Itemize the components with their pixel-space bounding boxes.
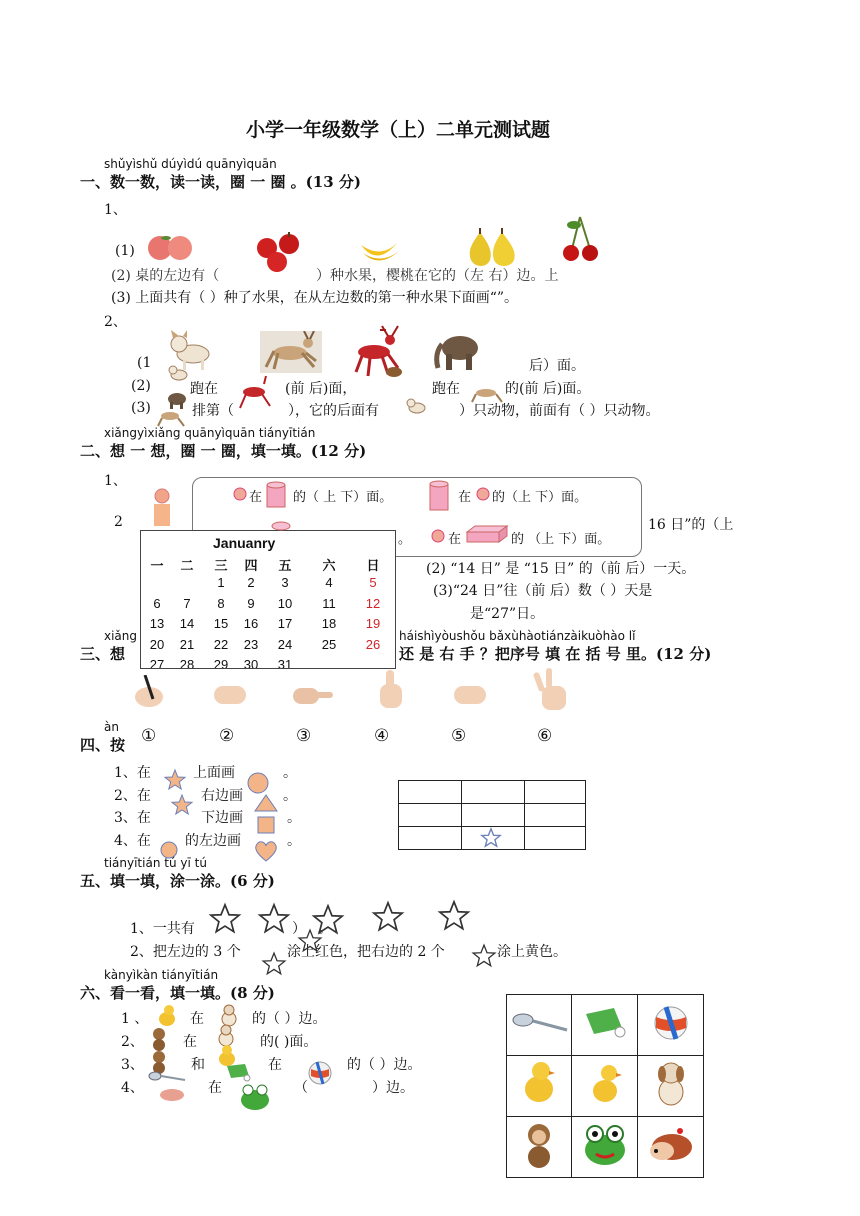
hand-fist-left-icon xyxy=(210,680,250,710)
s1-a3a: (3) xyxy=(131,400,151,416)
calendar-day: 23 xyxy=(243,636,259,652)
hand-number-label: ⑥ xyxy=(537,726,553,746)
s6-l3a: 3、 xyxy=(121,1057,144,1073)
section3-pinyin-2: háishìyòushǒu bǎxùhàotiánzàikuòhào lǐ xyxy=(399,629,636,643)
s2-q1-label: 1、 xyxy=(104,473,127,489)
square-icon xyxy=(257,816,275,834)
s5-l1c: 。 xyxy=(318,921,332,937)
s2-b6: 的 （上 下）面。 xyxy=(511,532,611,547)
s4-l2a: 2、在 xyxy=(114,788,151,804)
calendar-day: 24 xyxy=(277,636,293,652)
calendar-day: 17 xyxy=(277,616,293,631)
chick-icon xyxy=(519,1059,559,1109)
s2-b3: 在 xyxy=(458,490,472,505)
calendar-day: 13 xyxy=(149,616,165,631)
s1-line3: (3) 上面共有（ ）种了水果，在从左边数的第一种水果下面画“”。 xyxy=(111,290,519,306)
s4-l2c: 。 xyxy=(283,788,297,804)
grid-star-icon xyxy=(479,827,503,849)
s6-l3d: 的（ ）边。 xyxy=(347,1057,422,1073)
s6-l2b: 在 xyxy=(183,1034,197,1050)
small-dog-icon xyxy=(167,362,189,384)
section6-pinyin: kànyìkàn tiányītián xyxy=(104,968,219,982)
section3-heading-1: 三、想 xyxy=(80,645,126,663)
section3-heading-2: 还 是 右 手 ？把序号 填 在 括 号 里。(12 分) xyxy=(399,645,712,663)
s1-q1-label: 1、 xyxy=(104,202,127,218)
calendar-weekday: 一 xyxy=(150,558,164,573)
s4-l1a: 1、在 xyxy=(114,765,151,781)
outline-star-icon xyxy=(297,928,323,954)
hand-number-label: ④ xyxy=(374,726,390,746)
hand-number-label: ③ xyxy=(296,726,312,746)
calendar-day: 10 xyxy=(277,595,293,611)
s4-l1c: 。 xyxy=(283,765,297,781)
calendar-day: 5 xyxy=(369,575,377,590)
s4-l4c: 。 xyxy=(287,833,301,849)
small-frog-icon xyxy=(237,1082,273,1112)
small-shuttlecock-icon xyxy=(225,1062,251,1082)
hand-point-icon xyxy=(291,680,335,710)
calendar xyxy=(140,530,396,669)
small-duck-icon xyxy=(157,1004,177,1028)
calendar-weekday: 三 xyxy=(214,558,228,573)
s4-l4b: 的左边画 xyxy=(185,833,241,849)
s2-b5: 在 xyxy=(448,532,462,547)
cherry-icon xyxy=(560,215,602,267)
puppy-icon xyxy=(654,1060,688,1108)
section2-pinyin: xiǎngyìxiǎng quānyìquān tiányītián xyxy=(104,426,316,440)
s6-l4c: （ xyxy=(294,1080,308,1096)
calendar-day: 31 xyxy=(277,657,293,669)
calendar-day: 12 xyxy=(365,595,381,611)
s6-l4d: ）边。 xyxy=(372,1080,414,1096)
hand-number-label: ② xyxy=(219,726,235,746)
deer-icon xyxy=(260,331,322,373)
ball-icon xyxy=(232,486,248,502)
hand-fist-right-icon xyxy=(450,680,490,710)
outline-star-icon xyxy=(208,902,242,936)
picture-grid xyxy=(506,994,704,1178)
s4-l2b: 右边画 xyxy=(201,788,243,804)
position-grid xyxy=(398,780,586,850)
calendar-day: 22 xyxy=(213,636,229,652)
calendar-day: 16 xyxy=(243,616,259,631)
section4-pinyin: àn xyxy=(104,720,119,734)
hedgehog-icon xyxy=(646,1125,696,1165)
s1-a2d: 跑在 xyxy=(432,381,460,397)
s1-line2b: ）种水果，樱桃在它的（左 右）边。上 xyxy=(316,268,559,284)
section5-pinyin: tiányītián tú yī tú xyxy=(104,856,207,870)
s2-b4: 的（上 下）面。 xyxy=(492,490,588,505)
s2-c2: (2) “14 日” 是 “15 日” 的（前 后）一天。 xyxy=(426,561,696,577)
hand-writing-icon xyxy=(127,675,167,711)
calendar-day: 6 xyxy=(153,595,161,611)
calendar-day: 20 xyxy=(149,636,165,652)
calendar-day: 21 xyxy=(179,636,195,652)
ball-on-box-icon xyxy=(150,488,174,528)
tiny-deer-icon xyxy=(156,406,186,428)
elephant-icon xyxy=(432,330,482,372)
section5-heading: 五、填一填，涂一涂。(6 分) xyxy=(80,872,275,890)
banana-icon xyxy=(357,233,401,265)
section4-heading: 四、按 xyxy=(80,736,126,754)
cuboid-icon xyxy=(465,524,509,544)
triangle-icon xyxy=(254,794,278,812)
s1-q2-label: 2、 xyxy=(104,314,127,330)
s6-l3c: 在 xyxy=(268,1057,282,1073)
calendar-day: 30 xyxy=(243,657,259,669)
calendar-day: 3 xyxy=(281,575,289,590)
calendar-day: 4 xyxy=(325,575,333,590)
calendar-day: 29 xyxy=(213,657,229,669)
s6-l1c: 的（ ）边。 xyxy=(252,1011,327,1027)
small-hedgehog-icon xyxy=(157,1086,187,1102)
s4-l3b: 下边画 xyxy=(201,810,243,826)
s1-a1b: 后）面。 xyxy=(529,358,585,374)
outline-star-icon xyxy=(257,902,291,936)
ball-icon-3 xyxy=(430,528,446,544)
s2-b1: 在 xyxy=(249,490,263,505)
s4-l3c: 。 xyxy=(287,810,301,826)
s2-b2: 的（ 上 下）面。 xyxy=(293,490,393,505)
s1-a3d: ）只动物，前面有（ ）只动物。 xyxy=(459,403,660,419)
beach-ball-icon xyxy=(652,1004,690,1042)
s5-l2a: 2、把左边的 3 个 xyxy=(130,944,241,960)
s1-line1: (1) xyxy=(115,243,135,259)
calendar-day: 1 xyxy=(217,575,225,590)
s2-b7: 。 xyxy=(398,532,412,547)
s1-a2a: (2) xyxy=(131,378,151,394)
s6-l1a: 1 、 xyxy=(121,1011,149,1027)
s1-a1a: (1 xyxy=(137,355,152,371)
s5-l1a: 1、一共有 xyxy=(130,921,195,937)
monkey-icon xyxy=(519,1121,559,1169)
small-ball-icon xyxy=(307,1060,333,1086)
s2-c3: (3)“24 日”往（前 后）数（ ）天是 xyxy=(433,583,653,599)
star-icon xyxy=(163,768,187,792)
ball-icon-2 xyxy=(475,486,491,502)
cylinder-small-icon xyxy=(270,520,292,532)
section2-heading: 二、想 一 想，圈 一 圈，填一填。(12 分) xyxy=(80,442,367,460)
calendar-day: 14 xyxy=(179,616,195,631)
outline-star-icon xyxy=(471,943,497,969)
calendar-weekday: 二 xyxy=(180,558,194,573)
small-spoon-icon xyxy=(147,1070,187,1084)
section1-pinyin: shǔyìshǔ dúyìdú quānyìquān xyxy=(104,157,277,171)
tiny-dog-icon xyxy=(405,396,427,416)
calendar-day: 26 xyxy=(365,636,381,652)
s6-l2a: 2、 xyxy=(121,1034,144,1050)
hand-number-label: ① xyxy=(141,726,157,746)
calendar-day: 18 xyxy=(321,616,337,631)
s1-a2b: 跑在 xyxy=(190,381,218,397)
s6-l3b: 和 xyxy=(191,1057,205,1073)
s4-l1b: 上面画 xyxy=(193,765,235,781)
calendar-weekday: 四 xyxy=(244,558,258,573)
calendar-day: 19 xyxy=(365,616,381,631)
frog-icon xyxy=(580,1122,630,1168)
s6-l2c: 的( )面。 xyxy=(260,1034,318,1050)
s4-l4a: 4、在 xyxy=(114,833,151,849)
s4-l3a: 3、在 xyxy=(114,810,151,826)
red-deer-icon xyxy=(350,324,408,380)
s1-a3c: ），它的后面有 xyxy=(288,403,379,419)
hand-open-icon xyxy=(530,668,574,714)
s1-line2a: (2) 桌的左边有（ xyxy=(111,268,220,284)
calendar-weekday: 六 xyxy=(322,558,336,573)
calendar-day: 2 xyxy=(247,575,255,590)
calendar-day: 15 xyxy=(213,616,229,631)
calendar-day: 27 xyxy=(149,657,165,669)
small-red-deer-icon xyxy=(236,374,276,410)
apple-icon xyxy=(253,232,305,274)
duckling-icon xyxy=(587,1059,623,1109)
s5-l1b: ） xyxy=(292,921,306,937)
heart-icon xyxy=(254,840,278,862)
s1-a3b: 排第（ xyxy=(192,403,234,419)
s2-c1: 16 日”的（上 xyxy=(648,517,734,533)
pear-icon xyxy=(465,226,519,270)
s1-a2c: (前 后)面， xyxy=(285,381,357,397)
s5-l2b: 涂上红色，把右边的 2 个 xyxy=(287,944,445,960)
calendar-day: 25 xyxy=(321,636,337,652)
shuttlecock-icon xyxy=(584,1006,626,1040)
s6-l4a: 4、 xyxy=(121,1080,144,1096)
calendar-day: 9 xyxy=(247,595,255,611)
s6-l1b: 在 xyxy=(190,1011,204,1027)
cylinder-icon xyxy=(264,481,288,511)
cylinder-icon-2 xyxy=(427,480,451,514)
s6-l4b: 在 xyxy=(208,1080,222,1096)
circle-icon xyxy=(246,772,270,794)
section3-pinyin-1: xiǎng xyxy=(104,629,138,643)
calendar-day: 11 xyxy=(322,595,336,611)
hand-thumb-icon xyxy=(374,668,408,712)
s2-c4: 是“27”日。 xyxy=(470,606,545,622)
calendar-day: 7 xyxy=(183,595,191,611)
s5-l2c: 涂上黄色。 xyxy=(497,944,567,960)
calendar-month: Januanry xyxy=(213,535,276,551)
outline-star-icon xyxy=(261,951,287,977)
star-icon-2 xyxy=(170,793,194,817)
section1-heading: 一、数一数，读一读，圈 一 圈 。(13 分) xyxy=(80,173,361,191)
section6-heading: 六、看一看，填一填。(8 分) xyxy=(80,984,275,1002)
page-title: 小学一年级数学（上）二单元测试题 xyxy=(246,119,551,141)
calendar-day: 8 xyxy=(217,595,225,611)
s2-q2-label: 2 xyxy=(114,514,123,530)
spoon-icon xyxy=(509,1008,569,1038)
outline-star-icon xyxy=(371,900,405,934)
calendar-weekday: 五 xyxy=(278,558,292,573)
hand-number-label: ⑤ xyxy=(451,726,467,746)
peach-icon xyxy=(146,232,196,262)
calendar-weekday: 日 xyxy=(366,558,380,573)
s1-a2e: 的(前 后)面。 xyxy=(505,381,591,397)
calendar-day: 28 xyxy=(179,657,195,669)
outline-star-icon xyxy=(437,899,471,933)
